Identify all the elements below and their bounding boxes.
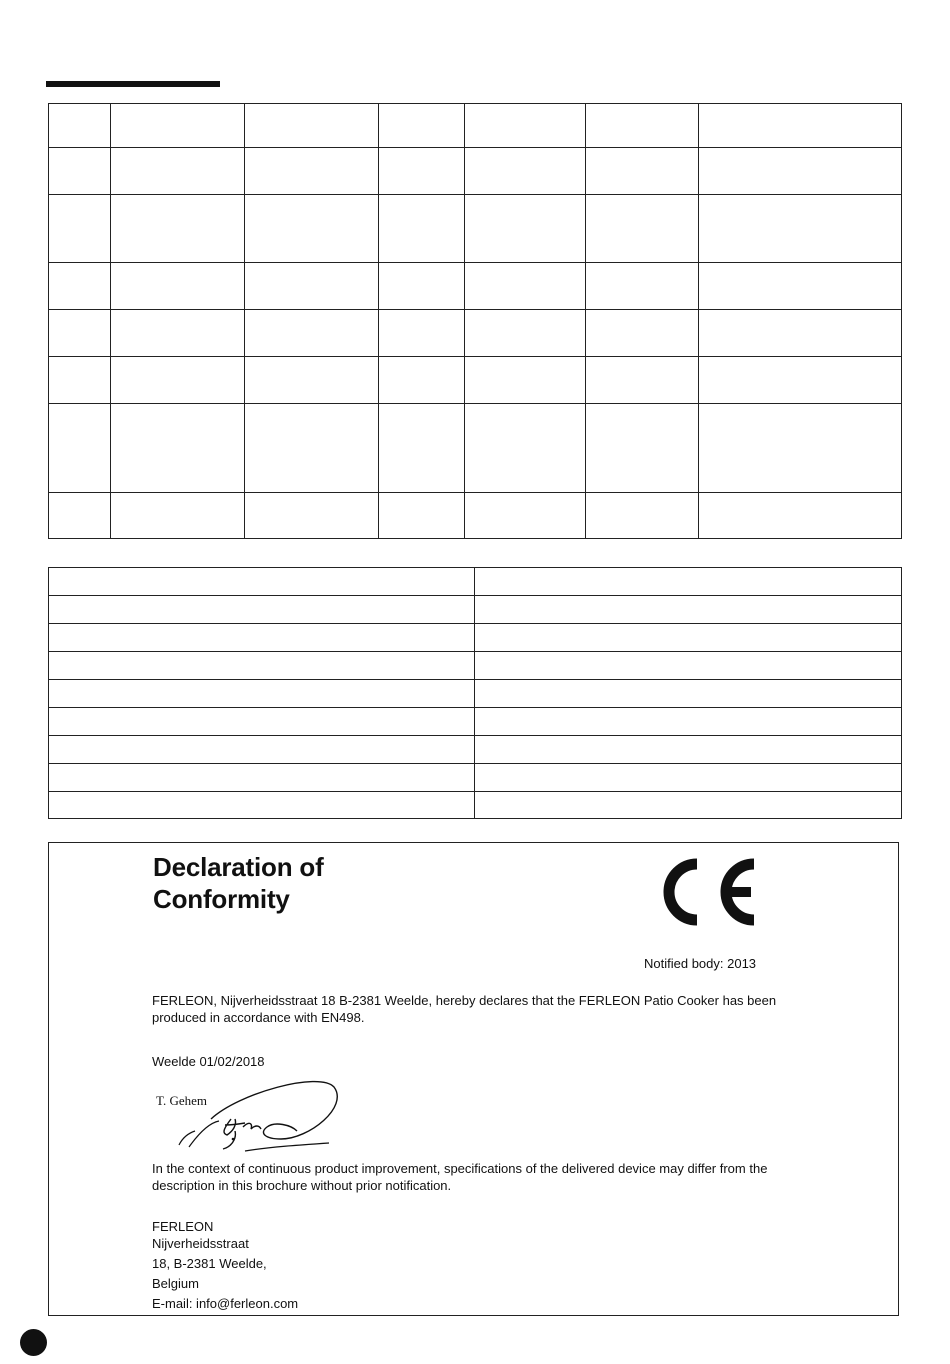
- table-cell: [245, 263, 379, 310]
- product-notice: [152, 1160, 767, 1194]
- table-row: [49, 195, 902, 263]
- table-cell: [111, 195, 245, 263]
- table-row: [49, 708, 902, 736]
- table-cell: [699, 493, 902, 539]
- signer-name: T. Gehem: [156, 1093, 208, 1108]
- table-cell: [465, 195, 586, 263]
- table-cell: [49, 148, 111, 195]
- table-cell: [111, 310, 245, 357]
- table-cell: [379, 493, 465, 539]
- table-cell: [245, 148, 379, 195]
- table-cell: [379, 357, 465, 404]
- section-title-rule: [46, 81, 220, 87]
- notified-body-label: Notified body: 2013: [644, 956, 757, 971]
- conformity-statement: [152, 992, 776, 1026]
- table-cell: [699, 263, 902, 310]
- table-cell: [586, 404, 699, 493]
- table-cell: [699, 357, 902, 404]
- address-street: Nijverheidsstraat: [152, 1236, 249, 1251]
- table-cell: [699, 404, 902, 493]
- table-cell: [586, 195, 699, 263]
- table-cell: [475, 736, 902, 764]
- table-row: [49, 493, 902, 539]
- table-row: [49, 263, 902, 310]
- table-row: [49, 680, 902, 708]
- table-cell: [586, 148, 699, 195]
- ce-mark-icon: [653, 853, 763, 931]
- table-cell: [475, 680, 902, 708]
- table-cell: [245, 404, 379, 493]
- table-cell: [465, 404, 586, 493]
- table-cell: [49, 596, 475, 624]
- table-cell: [475, 568, 902, 596]
- table-cell: [379, 104, 465, 148]
- table-cell: [465, 493, 586, 539]
- declaration-title-line2: Conformity: [153, 884, 290, 914]
- table-cell: [49, 736, 475, 764]
- table-cell: [49, 195, 111, 263]
- table-row: [49, 652, 902, 680]
- page-marker-icon: [20, 1329, 47, 1356]
- table-cell: [586, 263, 699, 310]
- table-cell: [111, 404, 245, 493]
- table-cell: [49, 792, 475, 819]
- table-row: [49, 104, 902, 148]
- table-cell: [475, 596, 902, 624]
- notice-line: In the context of continuous product improvement, specifications of the delivered device may differ from the: [152, 1161, 768, 1176]
- table-cell: [465, 263, 586, 310]
- declaration-title: [153, 851, 324, 915]
- declaration-title-line1: Declaration of: [153, 852, 324, 882]
- table-cell: [245, 104, 379, 148]
- table-row: [49, 404, 902, 493]
- address-city: 18, B-2381 Weelde,: [152, 1256, 267, 1271]
- table-cell: [699, 148, 902, 195]
- table-cell: [49, 680, 475, 708]
- table-cell: [465, 104, 586, 148]
- table-row: [49, 596, 902, 624]
- table-cell: [475, 792, 902, 819]
- statement-line: FERLEON, Nijverheidsstraat 18 B-2381 Weelde, hereby declares that the FERLEON Patio Cooker has been: [152, 993, 777, 1008]
- table-cell: [475, 624, 902, 652]
- table-cell: [379, 195, 465, 263]
- address-country: Belgium: [152, 1276, 199, 1291]
- table-cell: [699, 104, 902, 148]
- table-cell: [245, 195, 379, 263]
- table-row: [49, 764, 902, 792]
- table-row: [49, 792, 902, 819]
- table-cell: [699, 310, 902, 357]
- notice-line: description in this brochure without prior notification.: [152, 1178, 452, 1193]
- table-row: [49, 357, 902, 404]
- table-cell: [586, 493, 699, 539]
- table-cell: [49, 493, 111, 539]
- table-cell: [49, 357, 111, 404]
- table-row: [49, 568, 902, 596]
- table-cell: [586, 104, 699, 148]
- table-cell: [699, 195, 902, 263]
- table-cell: [245, 357, 379, 404]
- statement-line: produced in accordance with EN498.: [152, 1010, 365, 1025]
- table-cell: [379, 148, 465, 195]
- table-cell: [465, 357, 586, 404]
- table-cell: [49, 263, 111, 310]
- spec-table: [48, 103, 902, 539]
- table-cell: [111, 493, 245, 539]
- table-cell: [379, 404, 465, 493]
- company-address: [152, 1218, 298, 1312]
- table-cell: [245, 493, 379, 539]
- table-cell: [49, 310, 111, 357]
- table-cell: [49, 708, 475, 736]
- table-row: [49, 736, 902, 764]
- table-cell: [49, 104, 111, 148]
- table-cell: [49, 652, 475, 680]
- signature-icon: [169, 1073, 349, 1163]
- table-cell: [586, 357, 699, 404]
- declaration-of-conformity-box: [48, 842, 899, 1316]
- table-cell: [586, 310, 699, 357]
- table-cell: [49, 624, 475, 652]
- table-cell: [379, 263, 465, 310]
- table-row: [49, 148, 902, 195]
- table-cell: [111, 263, 245, 310]
- code-table: [48, 567, 902, 819]
- table-cell: [465, 148, 586, 195]
- table-cell: [379, 310, 465, 357]
- table-cell: [475, 708, 902, 736]
- address-email: E-mail: info@ferleon.com: [152, 1296, 299, 1311]
- table-cell: [111, 148, 245, 195]
- address-company: FERLEON: [152, 1219, 214, 1234]
- table-cell: [111, 104, 245, 148]
- table-cell: [49, 764, 475, 792]
- table-cell: [245, 310, 379, 357]
- table-cell: [475, 652, 902, 680]
- table-cell: [475, 764, 902, 792]
- table-cell: [465, 310, 586, 357]
- place-date: Weelde 01/02/2018: [152, 1054, 265, 1069]
- table-cell: [49, 404, 111, 493]
- table-row: [49, 310, 902, 357]
- table-cell: [49, 568, 475, 596]
- table-row: [49, 624, 902, 652]
- table-cell: [111, 357, 245, 404]
